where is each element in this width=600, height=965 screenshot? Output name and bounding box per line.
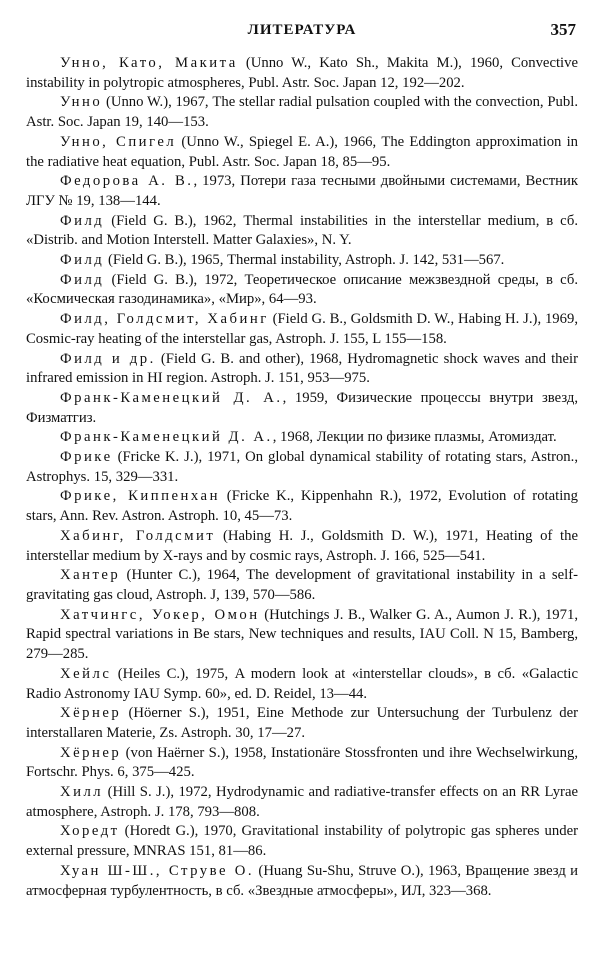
reference-author: Федорова А. В. bbox=[60, 173, 194, 190]
reference-entry bbox=[26, 527, 578, 566]
reference-entry bbox=[26, 310, 578, 349]
page-number: 357 bbox=[550, 20, 576, 39]
reference-text: (Fricke K. J.), 1971, On global dynamical stability of rotating stars, Astron., Astrophys. 15, 329—331. bbox=[26, 449, 578, 485]
reference-entry bbox=[26, 822, 578, 861]
reference-entry bbox=[26, 862, 578, 901]
reference-text: (Heiles C.), 1975, A modern look at «interstellar clouds», в сб. «Galactic Radio Astronomy IAU Symp. 60», ed. D. Reidel, 13—44. bbox=[26, 665, 578, 702]
reference-author: Хилл bbox=[60, 784, 104, 801]
reference-entry bbox=[26, 251, 578, 271]
reference-list bbox=[26, 54, 578, 901]
reference-author: Унно, Спигел bbox=[60, 133, 177, 150]
reference-entry bbox=[26, 744, 578, 783]
reference-entry bbox=[26, 448, 578, 487]
reference-author: Хатчингс, Уокер, Омон bbox=[60, 606, 260, 623]
reference-text: (Field G. B.), 1965, Thermal instability, Astroph. J. 142, 531—567. bbox=[104, 252, 505, 269]
reference-entry bbox=[26, 93, 578, 132]
reference-entry bbox=[26, 172, 578, 211]
reference-entry bbox=[26, 704, 578, 743]
reference-text: , 1973, Потери газа тесными двойными системами, Вестник ЛГУ № 19, 138—144. bbox=[26, 173, 578, 209]
reference-entry bbox=[26, 566, 578, 605]
reference-text: (Unno W., Kato Sh., Makita M.), 1960, Convective instability in polytropic atmospheres, Publ. Astr. Soc. Japan 12, 192—202. bbox=[26, 55, 578, 91]
reference-author: Хёрнер bbox=[60, 744, 122, 761]
reference-author: Хоредт bbox=[60, 823, 120, 840]
reference-text: (Unno W.), 1967, The stellar radial pulsation coupled with the convection, Publ. Astr. Soc. Japan 19, 140—153. bbox=[26, 94, 578, 131]
reference-entry bbox=[26, 389, 578, 428]
reference-entry bbox=[26, 271, 578, 310]
running-title: ЛИТЕРАТУРА bbox=[247, 22, 357, 38]
reference-text: (Fricke K., Kippenhahn R.), 1972, Evolution of rotating stars, Ann. Rev. Astron. Astroph. 10, 45—73. bbox=[26, 488, 578, 525]
reference-author: Филд bbox=[60, 212, 105, 229]
reference-text: (Hill S. J.), 1972, Hydrodynamic and radiative-transfer effects on an RR Lyrae atmosphere, Astroph. J. 178, 793—808. bbox=[26, 784, 578, 820]
reference-text: , 1959, Физические процессы внутри звезд, Физматгиз. bbox=[26, 389, 578, 426]
reference-author: Филд bbox=[60, 252, 105, 269]
reference-text: (Field G. B.), 1962, Thermal instabilities in the interstellar medium, в сб. «Distrib. and Motion Interstell. Matter Galaxies», N. Y. bbox=[26, 212, 578, 249]
reference-entry bbox=[26, 133, 578, 172]
reference-author: Филд bbox=[60, 271, 105, 288]
reference-entry bbox=[26, 212, 578, 251]
reference-entry bbox=[26, 428, 578, 448]
reference-author: Хейлс bbox=[60, 665, 112, 682]
reference-text: (Horedt G.), 1970, Gravitational instability of polytropic gas spheres under external pressure, MNRAS 151, 81—86. bbox=[26, 823, 578, 860]
reference-text: (Field G. B. and other), 1968, Hydromagnetic shock waves and their infrared emission in HI region. Astroph. J. 151, 953—975. bbox=[26, 350, 578, 387]
reference-author: Унно, Като, Макита bbox=[60, 55, 238, 71]
reference-entry bbox=[26, 606, 578, 665]
reference-author: Филд, Голдсмит, Хабинг bbox=[60, 311, 269, 328]
reference-text: , 1968, Лекции по физике плазмы, Атомиздат. bbox=[272, 429, 557, 446]
reference-entry bbox=[26, 487, 578, 526]
reference-author: Филд и др. bbox=[60, 350, 156, 367]
reference-author: Хантер bbox=[60, 567, 121, 584]
reference-author: Хёрнер bbox=[60, 705, 122, 722]
reference-text: (Habing H. J., Goldsmith D. W.), 1971, Heating of the interstellar medium by X-rays and by cosmic rays, Astroph. J. 166, 525—541. bbox=[26, 527, 578, 564]
reference-author: Франк-Каменецкий Д. А. bbox=[60, 389, 283, 406]
reference-author: Фрике bbox=[60, 449, 113, 466]
reference-author: Франк-Каменецкий Д. А. bbox=[60, 429, 273, 446]
page-header bbox=[26, 14, 578, 54]
reference-text: (Field G. B., Goldsmith D. W., Habing H. J.), 1969, Cosmic-ray heating of the interstellar gas, Astroph. J. 155, L 155—158. bbox=[26, 311, 578, 347]
reference-author: Фрике, Киппенхан bbox=[60, 488, 220, 505]
reference-entry bbox=[26, 665, 578, 704]
reference-entry bbox=[26, 54, 578, 93]
reference-text: (Field G. B.), 1972, Теоретическое описание межзвездной среды, в сб. «Космическая газодинамика», «Мир», 64—93. bbox=[26, 271, 578, 308]
reference-text: (von Haërner S.), 1958, Instationäre Stossfronten und ihre Wechselwirkung, Fortschr. Phys. 6, 375—425. bbox=[26, 744, 578, 781]
reference-entry bbox=[26, 350, 578, 389]
reference-text: (Huang Su-Shu, Struve O.), 1963, Вращение звезд и атмосферная турбулентность, в сб. «Звездные атмосферы», ИЛ, 323—368. bbox=[26, 862, 578, 899]
reference-author: Хабинг, Голдсмит bbox=[60, 527, 216, 544]
reference-author: Хуан Ш-Ш., Струве О. bbox=[60, 862, 255, 879]
reference-entry bbox=[26, 783, 578, 822]
reference-text: (Hutchings J. B., Walker G. A., Aumon J. R.), 1971, Rapid spectral variations in Be stars, New techniques and results, IAU Coll. N 15, Bamberg, 279—285. bbox=[26, 606, 578, 663]
reference-author: Унно bbox=[60, 94, 103, 111]
reference-text: (Höerner S.), 1951, Eine Methode zur Untersuchung der Turbulenz der interstallaren Materie, Zs. Astroph. 30, 17—27. bbox=[26, 705, 578, 741]
reference-text: (Unno W., Spiegel E. A.), 1966, The Eddington approximation in the radiative heat equation, Publ. Astr. Soc. Japan 18, 85—95. bbox=[26, 133, 578, 170]
reference-text: (Hunter C.), 1964, The development of gravitational instability in a self-gravitating gas cloud, Astroph. J, 139, 570—586. bbox=[26, 567, 578, 603]
